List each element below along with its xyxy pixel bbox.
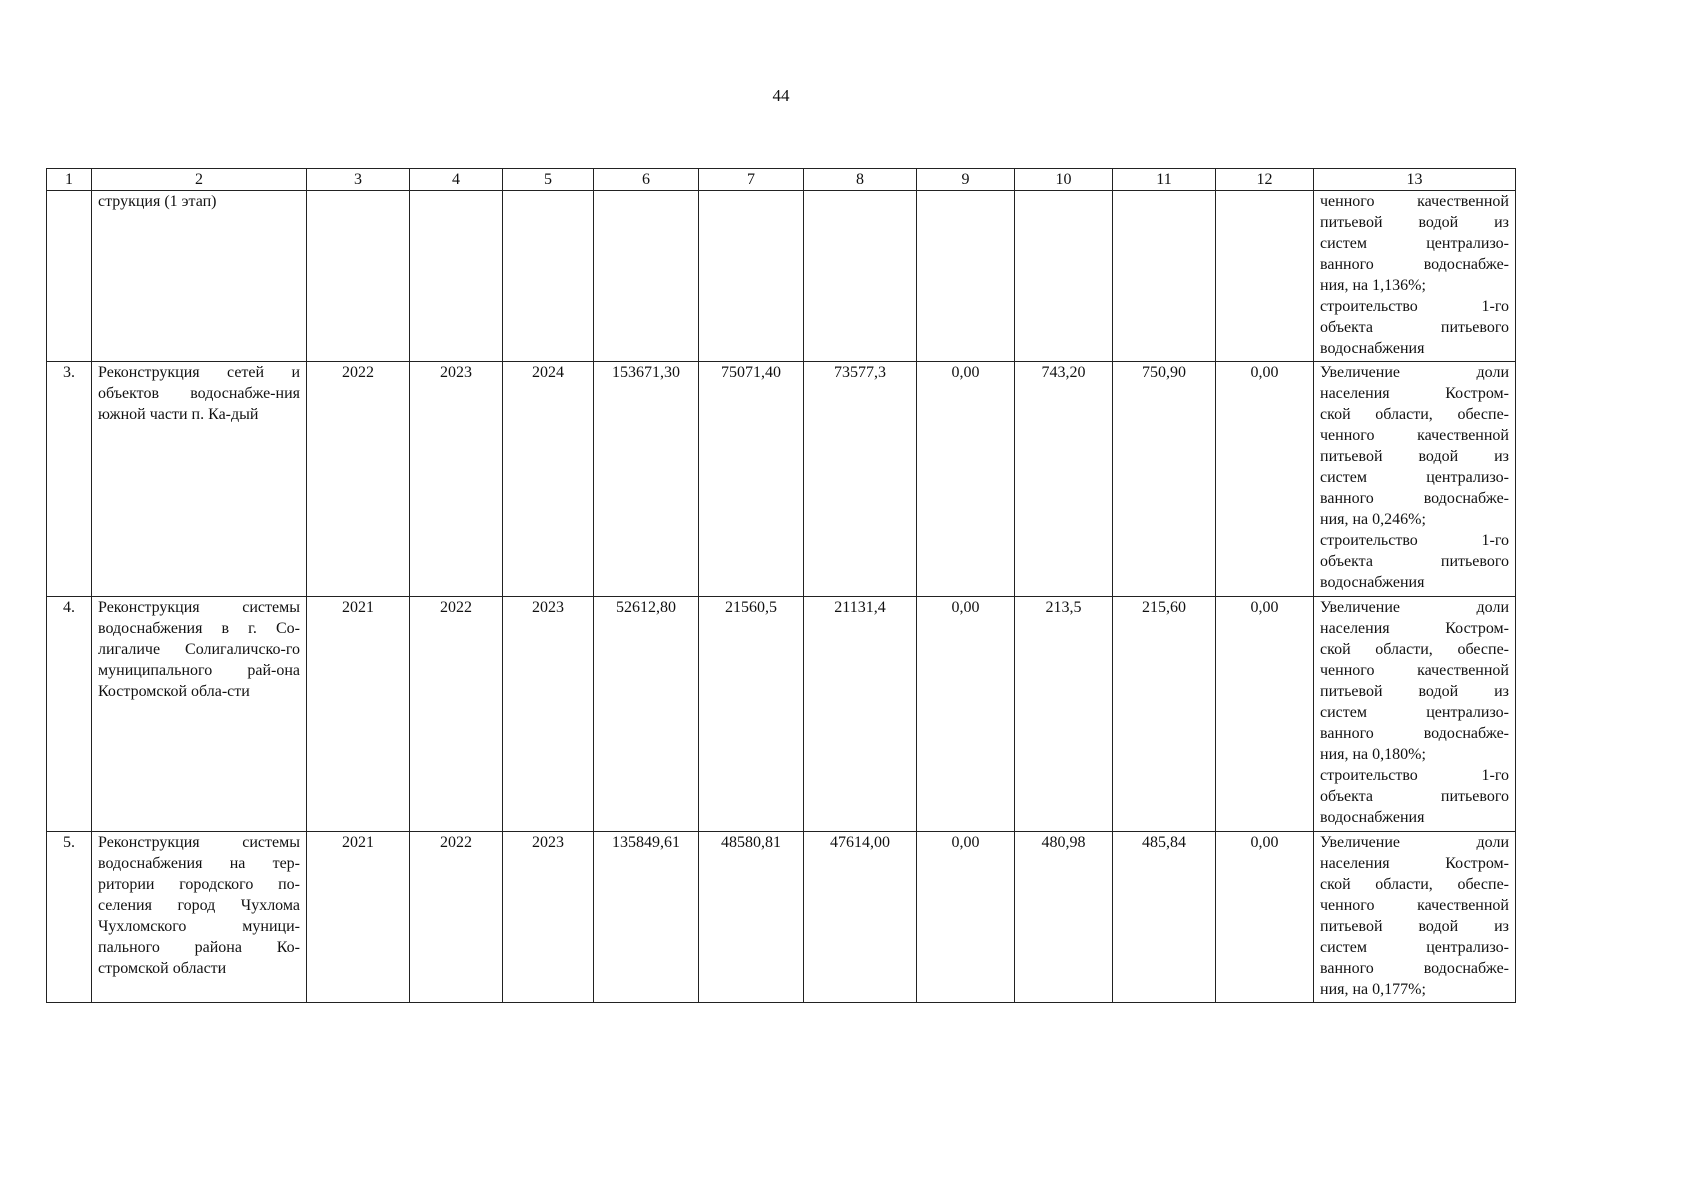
column-header: 10 xyxy=(1015,169,1113,191)
cell-6 xyxy=(594,191,699,362)
cell-8 xyxy=(804,191,917,362)
result-line: строительство 1-го xyxy=(1320,532,1509,549)
cell-7: 21560,5 xyxy=(699,597,804,832)
cell-7: 48580,81 xyxy=(699,832,804,1003)
cell-6: 135849,61 xyxy=(594,832,699,1003)
result-line: ченного качественной xyxy=(1320,897,1509,914)
column-header: 9 xyxy=(917,169,1015,191)
result-text xyxy=(1314,832,1516,1003)
result-line: систем централизо- xyxy=(1320,469,1509,486)
result-line: систем централизо- xyxy=(1320,235,1509,252)
result-line: ванного водоснабже- xyxy=(1320,725,1509,742)
table-row xyxy=(47,362,1516,597)
cell-9 xyxy=(917,191,1015,362)
cell-8: 73577,3 xyxy=(804,362,917,597)
result-line: ния, на 0,180%; xyxy=(1320,746,1426,763)
result-line: объекта питьевого xyxy=(1320,319,1509,336)
column-header: 8 xyxy=(804,169,917,191)
cell-4: 2023 xyxy=(410,362,503,597)
cell-3: 2022 xyxy=(307,362,410,597)
result-line: ской области, обеспе- xyxy=(1320,641,1509,658)
result-line: ния, на 0,246%; xyxy=(1320,511,1426,528)
result-text xyxy=(1314,597,1516,832)
cell-6: 52612,80 xyxy=(594,597,699,832)
result-line: водоснабжения xyxy=(1320,809,1425,826)
result-line: строительство 1-го xyxy=(1320,298,1509,315)
project-name: Реконструкция системы водоснабжения на тер-ритории городского по-селения город Чухлома Чухломского муници-пального района Ко-стромской области xyxy=(92,832,307,1003)
column-header: 2 xyxy=(92,169,307,191)
result-line: питьевой водой из xyxy=(1320,448,1509,465)
result-line: ванного водоснабже- xyxy=(1320,256,1509,273)
cell-10: 213,5 xyxy=(1015,597,1113,832)
result-line: питьевой водой из xyxy=(1320,918,1509,935)
column-header: 6 xyxy=(594,169,699,191)
result-line: Увеличение доли xyxy=(1320,364,1509,381)
result-line: объекта питьевого xyxy=(1320,553,1509,570)
cell-11: 215,60 xyxy=(1113,597,1216,832)
result-line: населения Костром- xyxy=(1320,385,1509,402)
header-row xyxy=(47,169,1516,191)
result-line: ской области, обеспе- xyxy=(1320,876,1509,893)
column-header: 13 xyxy=(1314,169,1516,191)
result-line: населения Костром- xyxy=(1320,855,1509,872)
cell-3: 2021 xyxy=(307,597,410,832)
project-name: струкция (1 этап) xyxy=(92,191,307,362)
cell-9: 0,00 xyxy=(917,362,1015,597)
result-line: Увеличение доли xyxy=(1320,599,1509,616)
cell-8: 21131,4 xyxy=(804,597,917,832)
cell-5 xyxy=(503,191,594,362)
result-line: ния, на 0,177%; xyxy=(1320,981,1426,998)
cell-6: 153671,30 xyxy=(594,362,699,597)
cell-11 xyxy=(1113,191,1216,362)
project-name: Реконструкция сетей и объектов водоснабже-ния южной части п. Ка-дый xyxy=(92,362,307,597)
cell-12: 0,00 xyxy=(1216,362,1314,597)
column-header: 11 xyxy=(1113,169,1216,191)
cell-3: 2021 xyxy=(307,832,410,1003)
result-line: ской области, обеспе- xyxy=(1320,406,1509,423)
table-row xyxy=(47,597,1516,832)
row-number xyxy=(47,191,92,362)
result-line: ченного качественной xyxy=(1320,193,1509,210)
result-line: ченного качественной xyxy=(1320,662,1509,679)
cell-3 xyxy=(307,191,410,362)
result-text xyxy=(1314,191,1516,362)
column-header: 3 xyxy=(307,169,410,191)
cell-5: 2023 xyxy=(503,597,594,832)
result-line: питьевой водой из xyxy=(1320,214,1509,231)
column-header: 12 xyxy=(1216,169,1314,191)
result-line: ванного водоснабже- xyxy=(1320,490,1509,507)
data-table xyxy=(46,168,1516,1003)
row-number: 4. xyxy=(47,597,92,832)
column-header: 1 xyxy=(47,169,92,191)
result-line: систем централизо- xyxy=(1320,704,1509,721)
result-line: систем централизо- xyxy=(1320,939,1509,956)
table-row xyxy=(47,191,1516,362)
cell-11: 485,84 xyxy=(1113,832,1216,1003)
cell-9: 0,00 xyxy=(917,597,1015,832)
column-header: 4 xyxy=(410,169,503,191)
result-text xyxy=(1314,362,1516,597)
cell-12: 0,00 xyxy=(1216,597,1314,832)
result-line: водоснабжения xyxy=(1320,574,1425,591)
cell-4: 2022 xyxy=(410,832,503,1003)
result-line: ния, на 1,136%; xyxy=(1320,277,1426,294)
result-line: ченного качественной xyxy=(1320,427,1509,444)
cell-4 xyxy=(410,191,503,362)
page-number: 44 xyxy=(772,86,790,105)
cell-7 xyxy=(699,191,804,362)
cell-5: 2023 xyxy=(503,832,594,1003)
cell-12 xyxy=(1216,191,1314,362)
row-number: 5. xyxy=(47,832,92,1003)
table-row xyxy=(47,832,1516,1003)
result-line: Увеличение доли xyxy=(1320,834,1509,851)
result-line: питьевой водой из xyxy=(1320,683,1509,700)
result-line: ванного водоснабже- xyxy=(1320,960,1509,977)
column-header: 7 xyxy=(699,169,804,191)
result-line: водоснабжения xyxy=(1320,340,1425,357)
cell-11: 750,90 xyxy=(1113,362,1216,597)
cell-4: 2022 xyxy=(410,597,503,832)
cell-12: 0,00 xyxy=(1216,832,1314,1003)
cell-7: 75071,40 xyxy=(699,362,804,597)
result-line: населения Костром- xyxy=(1320,620,1509,637)
result-line: строительство 1-го xyxy=(1320,767,1509,784)
result-line: объекта питьевого xyxy=(1320,788,1509,805)
cell-8: 47614,00 xyxy=(804,832,917,1003)
project-name: Реконструкция системы водоснабжения в г. Со-лигаличе Солигаличско-го муниципального рай-она Костромской обла-сти xyxy=(92,597,307,832)
cell-10: 480,98 xyxy=(1015,832,1113,1003)
cell-10: 743,20 xyxy=(1015,362,1113,597)
column-header: 5 xyxy=(503,169,594,191)
cell-5: 2024 xyxy=(503,362,594,597)
row-number: 3. xyxy=(47,362,92,597)
cell-9: 0,00 xyxy=(917,832,1015,1003)
cell-10 xyxy=(1015,191,1113,362)
